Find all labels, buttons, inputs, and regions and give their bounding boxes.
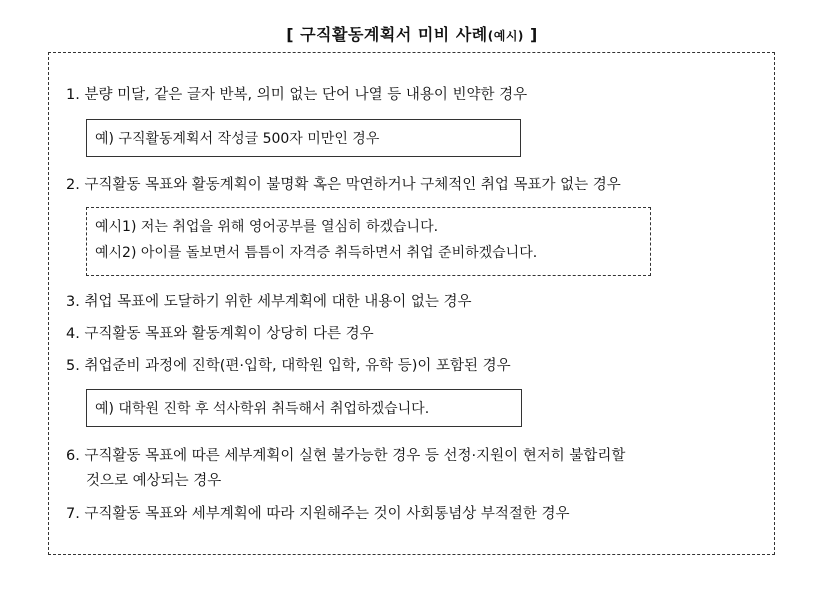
example-line: 예시1) 저는 취업을 위해 영어공부를 열심히 하겠습니다. — [95, 219, 439, 235]
list-item-2: 2. 구직활동 목표와 활동계획이 불명확 혹은 막연하거나 구체적인 취업 목표가 없는 경우 — [66, 177, 621, 193]
example-line: 예) 구직활동계획서 작성글 500자 미만인 경우 — [95, 131, 380, 147]
list-item-4: 4. 구직활동 목표와 활동계획이 상당히 다른 경우 — [66, 326, 374, 342]
title-example-tag: (예시) — [487, 29, 524, 43]
list-item-7: 7. 구직활동 목표와 세부계획에 따라 지원해주는 것이 사회통념상 부적절한 경우 — [66, 506, 570, 522]
example-box-1 — [86, 119, 521, 157]
list-item-1: 1. 분량 미달, 같은 글자 반복, 의미 없는 단어 나열 등 내용이 빈약한 경우 — [66, 87, 528, 103]
list-item-3: 3. 취업 목표에 도달하기 위한 세부계획에 대한 내용이 없는 경우 — [66, 294, 472, 310]
title-close-bracket: ] — [523, 25, 538, 44]
title-main: [ 구직활동계획서 미비 사례 — [286, 25, 488, 44]
document-title — [0, 22, 824, 45]
list-item-5: 5. 취업준비 과정에 진학(편·입학, 대학원 입학, 유학 등)이 포함된 경우 — [66, 358, 511, 374]
list-item-6-continued: 것으로 예상되는 경우 — [86, 473, 222, 489]
example-line: 예) 대학원 진학 후 석사학위 취득해서 취업하겠습니다. — [95, 401, 430, 417]
list-item-6: 6. 구직활동 목표에 따른 세부계획이 실현 불가능한 경우 등 선정·지원이 현저히 불합리할 — [66, 448, 626, 464]
example-box-5 — [86, 389, 522, 427]
example-box-2 — [86, 207, 651, 276]
example-line: 예시2) 아이를 돌보면서 틈틈이 자격증 취득하면서 취업 준비하겠습니다. — [95, 245, 538, 261]
